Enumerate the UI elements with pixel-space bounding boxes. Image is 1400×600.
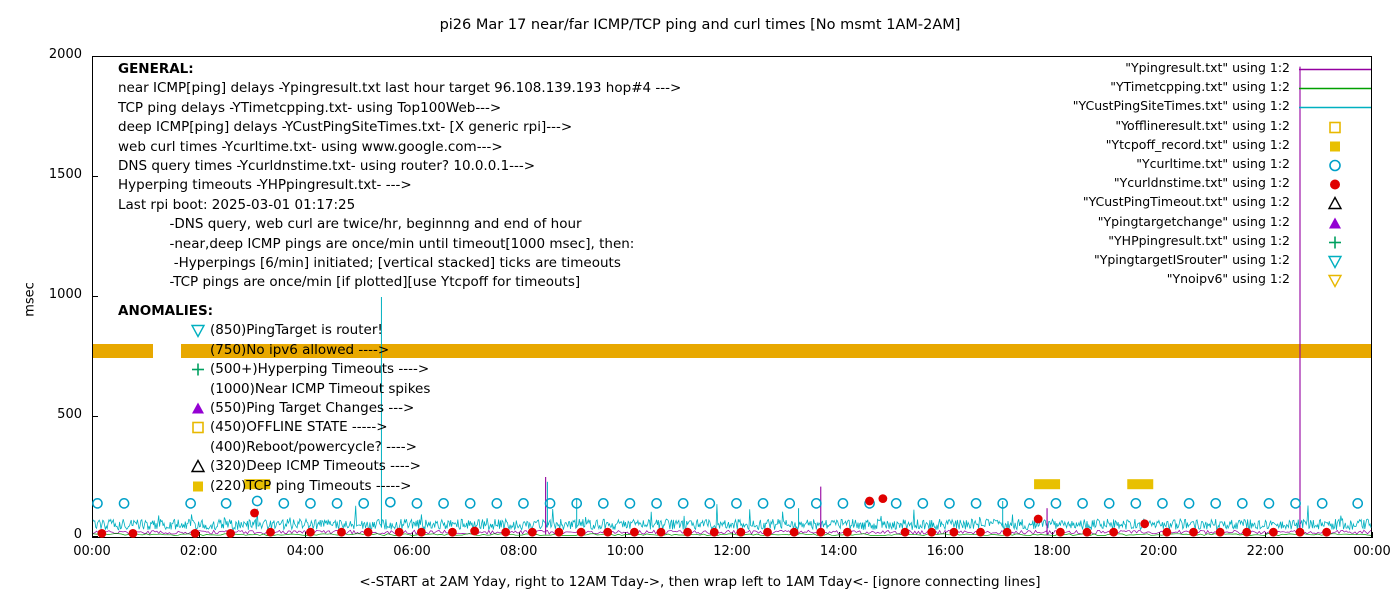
legend-item	[905, 252, 1375, 271]
x-tick-label: 22:00	[1246, 544, 1285, 559]
curl-time-point	[412, 499, 421, 508]
y-tick-label: 1000	[48, 287, 82, 302]
dns-time-point	[395, 528, 404, 537]
curl-time-point	[545, 499, 554, 508]
notes-line: -Hyperpings [6/min] initiated; [vertical stacked] ticks are timeouts	[118, 255, 621, 272]
notes-line: TCP ping delays -YTimetcpping.txt- using Top100Web--->	[118, 99, 502, 116]
dns-time-point	[1003, 528, 1012, 537]
dns-time-point	[865, 497, 874, 506]
curl-time-point	[679, 499, 688, 508]
notes-line: DNS query times -Ycurldnstime.txt- using router? 10.0.0.1--->	[118, 158, 536, 175]
legend-symbol-plus-icon	[1295, 233, 1375, 252]
anomaly-symbol-triangle-filled-icon	[186, 399, 210, 418]
x-tick-label: 20:00	[1139, 544, 1178, 559]
dns-time-point	[364, 528, 373, 537]
legend-symbol-line-icon	[1295, 60, 1375, 79]
x-tick-label: 18:00	[1033, 544, 1071, 559]
dns-time-point	[129, 529, 138, 538]
legend-item	[905, 233, 1375, 252]
dns-time-point	[306, 528, 315, 537]
anomaly-item	[118, 477, 818, 496]
anomaly-label: (500+)Hyperping Timeouts ---->	[210, 361, 430, 378]
legend-symbol-line-icon	[1295, 98, 1375, 117]
curl-time-point	[466, 499, 475, 508]
legend-label: "Ynoipv6" using 1:2	[1166, 271, 1290, 287]
legend-label: "YpingtargetISrouter" using 1:2	[1093, 251, 1290, 267]
anomalies-heading: ANOMALIES:	[118, 303, 214, 319]
anomaly-symbol-square-open-icon	[186, 418, 210, 437]
anomaly-label: (220)TCP ping Timeouts ----->	[210, 477, 412, 494]
dns-time-point	[250, 509, 259, 518]
curl-time-point	[812, 499, 821, 508]
anomaly-label: (400)Reboot/powercycle? ---->	[210, 438, 417, 455]
curl-time-point	[732, 499, 741, 508]
x-tick-label: 00:00	[73, 544, 111, 559]
legend-item	[905, 194, 1375, 213]
anomaly-symbol-none-icon	[186, 341, 210, 360]
legend-item	[905, 175, 1375, 194]
tcp-timeout-marker	[1034, 479, 1060, 489]
anomaly-symbol-plus-icon	[186, 360, 210, 379]
legend-label: "YTimetcpping.txt" using 1:2	[1110, 79, 1290, 95]
anomaly-label: (450)OFFLINE STATE ----->	[210, 419, 388, 436]
curl-time-point	[1158, 499, 1167, 508]
legend-item	[905, 79, 1375, 98]
dns-time-point	[501, 528, 510, 537]
anomaly-symbol-none-icon	[186, 380, 210, 399]
legend-label: "Ypingtargetchange" using 1:2	[1097, 213, 1290, 229]
legend-symbol-triangle-open-icon	[1295, 194, 1375, 213]
curl-time-point	[945, 499, 954, 508]
chart-title: pi26 Mar 17 near/far ICMP/TCP ping and curl times [No msmt 1AM-2AM]	[439, 17, 961, 33]
dns-time-point	[927, 528, 936, 537]
anomaly-item	[118, 438, 818, 457]
curl-time-point	[1291, 499, 1300, 508]
x-tick-label: 12:00	[713, 544, 751, 559]
x-tick-label: 00:00	[1353, 544, 1391, 559]
dns-time-point	[470, 527, 479, 536]
legend-symbol-triangle-filled-icon	[1295, 214, 1375, 233]
dns-time-point	[630, 528, 639, 537]
anomaly-label: (550)Ping Target Changes --->	[210, 399, 415, 416]
dns-time-point	[528, 528, 537, 537]
legend-label: "Yofflineresult.txt" using 1:2	[1115, 117, 1290, 133]
general-notes	[118, 60, 898, 293]
curl-time-point	[1264, 499, 1273, 508]
legend-label: "YHPpingresult.txt" using 1:2	[1108, 232, 1290, 248]
curl-time-point	[971, 499, 980, 508]
anomaly-label: (750)No ipv6 allowed ---->	[210, 341, 390, 358]
series-tcp-ping	[93, 534, 1371, 536]
anomaly-label: (850)PingTarget is router!	[210, 322, 383, 339]
y-axis-label: msec	[22, 282, 38, 317]
dns-time-point	[1140, 519, 1149, 528]
curl-time-point	[439, 499, 448, 508]
dns-time-point	[657, 528, 666, 537]
dns-time-point	[710, 528, 719, 537]
dns-time-point	[1216, 528, 1225, 537]
dns-time-point	[555, 528, 564, 537]
y-tick-label: 500	[57, 407, 82, 422]
curl-time-point	[1318, 499, 1327, 508]
legend-item	[905, 156, 1375, 175]
legend-item	[905, 214, 1375, 233]
x-tick-label: 02:00	[179, 544, 218, 559]
y-tick-label: 2000	[48, 47, 82, 62]
dns-time-point	[683, 528, 692, 537]
legend-symbol-triangle-down-open-icon	[1295, 252, 1375, 271]
chart-legend	[905, 60, 1375, 290]
anomalies-list	[118, 302, 818, 496]
curl-time-point	[1184, 499, 1193, 508]
curl-time-point	[758, 499, 767, 508]
dns-time-point	[1109, 528, 1118, 537]
legend-item	[905, 118, 1375, 137]
legend-symbol-square-filled-icon	[1295, 137, 1375, 156]
dns-time-point	[843, 528, 852, 537]
notes-line: near ICMP[ping] delays -Ypingresult.txt last hour target 96.108.139.193 hop#4 --->	[118, 80, 682, 97]
anomaly-item	[118, 341, 818, 360]
curl-time-point	[119, 499, 128, 508]
dns-time-point	[1083, 528, 1092, 537]
dns-time-point	[878, 494, 887, 503]
legend-item	[905, 98, 1375, 117]
notes-line: Last rpi boot: 2025-03-01 01:17:25	[118, 196, 356, 213]
curl-time-point	[625, 499, 634, 508]
dns-time-point	[1162, 528, 1171, 537]
x-tick-label: 14:00	[819, 544, 858, 559]
dns-time-point	[736, 528, 745, 537]
x-tick-label: 16:00	[926, 544, 965, 559]
dns-time-point	[816, 528, 825, 537]
notes-line: web curl times -Ycurltime.txt- using www.google.com--->	[118, 138, 503, 155]
curl-time-point	[222, 499, 231, 508]
dns-time-point	[577, 528, 586, 537]
dns-time-point	[1242, 528, 1251, 537]
anomaly-item	[118, 380, 818, 399]
anomaly-symbol-square-filled-icon	[186, 477, 210, 496]
dns-time-point	[1322, 528, 1331, 537]
dns-time-point	[337, 528, 346, 537]
anomaly-item	[118, 360, 818, 379]
notes-line: -DNS query, web curl are twice/hr, beginnng and end of hour	[118, 216, 582, 233]
dns-time-point	[901, 528, 910, 537]
anomaly-item	[118, 457, 818, 476]
dns-time-point	[949, 528, 958, 537]
curl-time-point	[1025, 499, 1034, 508]
legend-symbol-line-icon	[1295, 79, 1375, 98]
legend-symbol-triangle-down-open-icon	[1295, 271, 1375, 290]
dns-time-point	[976, 528, 985, 537]
legend-item	[905, 60, 1375, 79]
legend-item	[905, 271, 1375, 290]
dns-time-point	[790, 528, 799, 537]
legend-symbol-circle-filled-icon	[1295, 175, 1375, 194]
x-tick-label: 08:00	[499, 544, 538, 559]
curl-time-point	[1238, 499, 1247, 508]
curl-time-point	[359, 499, 368, 508]
legend-label: "YCustPingSiteTimes.txt" using 1:2	[1072, 98, 1290, 114]
dns-time-point	[266, 528, 275, 537]
y-tick-label: 1500	[48, 167, 82, 182]
curl-time-point	[519, 499, 528, 508]
y-tick-label: 0	[73, 527, 82, 542]
dns-time-point	[97, 529, 106, 538]
dns-time-point	[1269, 528, 1278, 537]
dns-time-point	[417, 528, 426, 537]
dns-time-point	[1034, 515, 1043, 524]
curl-time-point	[599, 499, 608, 508]
curl-time-point	[785, 499, 794, 508]
notes-heading: GENERAL:	[118, 61, 194, 77]
legend-label: "YCustPingTimeout.txt" using 1:2	[1082, 194, 1290, 210]
legend-symbol-square-open-icon	[1295, 118, 1375, 137]
notes-line: -TCP pings are once/min [if plotted][use Ytcpoff for timeouts]	[118, 274, 581, 291]
curl-time-point	[386, 498, 395, 507]
curl-time-point	[705, 499, 714, 508]
anomaly-item	[118, 321, 818, 340]
anomaly-symbol-none-icon	[186, 438, 210, 457]
curl-time-point	[492, 499, 501, 508]
dns-time-point	[603, 528, 612, 537]
curl-time-point	[1353, 499, 1362, 508]
curl-time-point	[652, 499, 661, 508]
curl-time-point	[306, 499, 315, 508]
curl-time-point	[253, 496, 262, 505]
notes-line: -near,deep ICMP pings are once/min until timeout[1000 msec], then:	[118, 235, 635, 252]
anomaly-symbol-triangle-down-open-icon	[186, 321, 210, 340]
curl-time-point	[1131, 499, 1140, 508]
legend-label: "Ycurldnstime.txt" using 1:2	[1113, 175, 1290, 191]
x-axis-caption: <-START at 2AM Yday, right to 12AM Tday->, then wrap left to 1AM Tday<- [ignore connecting lines]	[359, 574, 1041, 590]
curl-time-point	[918, 499, 927, 508]
x-tick-label: 06:00	[393, 544, 431, 559]
curl-time-point	[332, 499, 341, 508]
dns-time-point	[763, 528, 772, 537]
dns-time-point	[1189, 528, 1198, 537]
legend-item	[905, 137, 1375, 156]
curl-time-point	[279, 499, 288, 508]
dns-time-point	[226, 529, 235, 538]
dns-time-point	[1056, 528, 1065, 537]
curl-time-point	[1051, 499, 1060, 508]
curl-time-point	[93, 499, 102, 508]
dns-time-point	[1296, 528, 1305, 537]
legend-symbol-circle-open-icon	[1295, 156, 1375, 175]
curl-time-point	[892, 499, 901, 508]
x-tick-label: 10:00	[606, 544, 645, 559]
legend-label: "Ypingresult.txt" using 1:2	[1125, 60, 1290, 75]
anomaly-symbol-triangle-open-icon	[186, 457, 210, 476]
notes-line: deep ICMP[ping] delays -YCustPingSiteTimes.txt- [X generic rpi]--->	[118, 119, 573, 136]
tcp-timeout-marker	[1127, 479, 1153, 489]
curl-time-point	[186, 499, 195, 508]
curl-time-point	[1105, 499, 1114, 508]
anomaly-item	[118, 418, 818, 437]
anomaly-label: (1000)Near ICMP Timeout spikes	[210, 380, 431, 397]
notes-line: Hyperping timeouts -YHPpingresult.txt- --->	[118, 177, 412, 194]
curl-time-point	[838, 499, 847, 508]
dns-time-point	[448, 528, 457, 537]
curl-time-point	[1211, 499, 1220, 508]
x-tick-mark	[1372, 532, 1373, 538]
curl-time-point	[1078, 499, 1087, 508]
anomaly-label: (320)Deep ICMP Timeouts ---->	[210, 458, 421, 475]
x-tick-label: 04:00	[286, 544, 325, 559]
legend-label: "Ytcpoff_record.txt" using 1:2	[1105, 136, 1290, 152]
anomaly-item	[118, 399, 818, 418]
dns-time-point	[191, 529, 200, 538]
legend-label: "Ycurltime.txt" using 1:2	[1136, 155, 1290, 171]
